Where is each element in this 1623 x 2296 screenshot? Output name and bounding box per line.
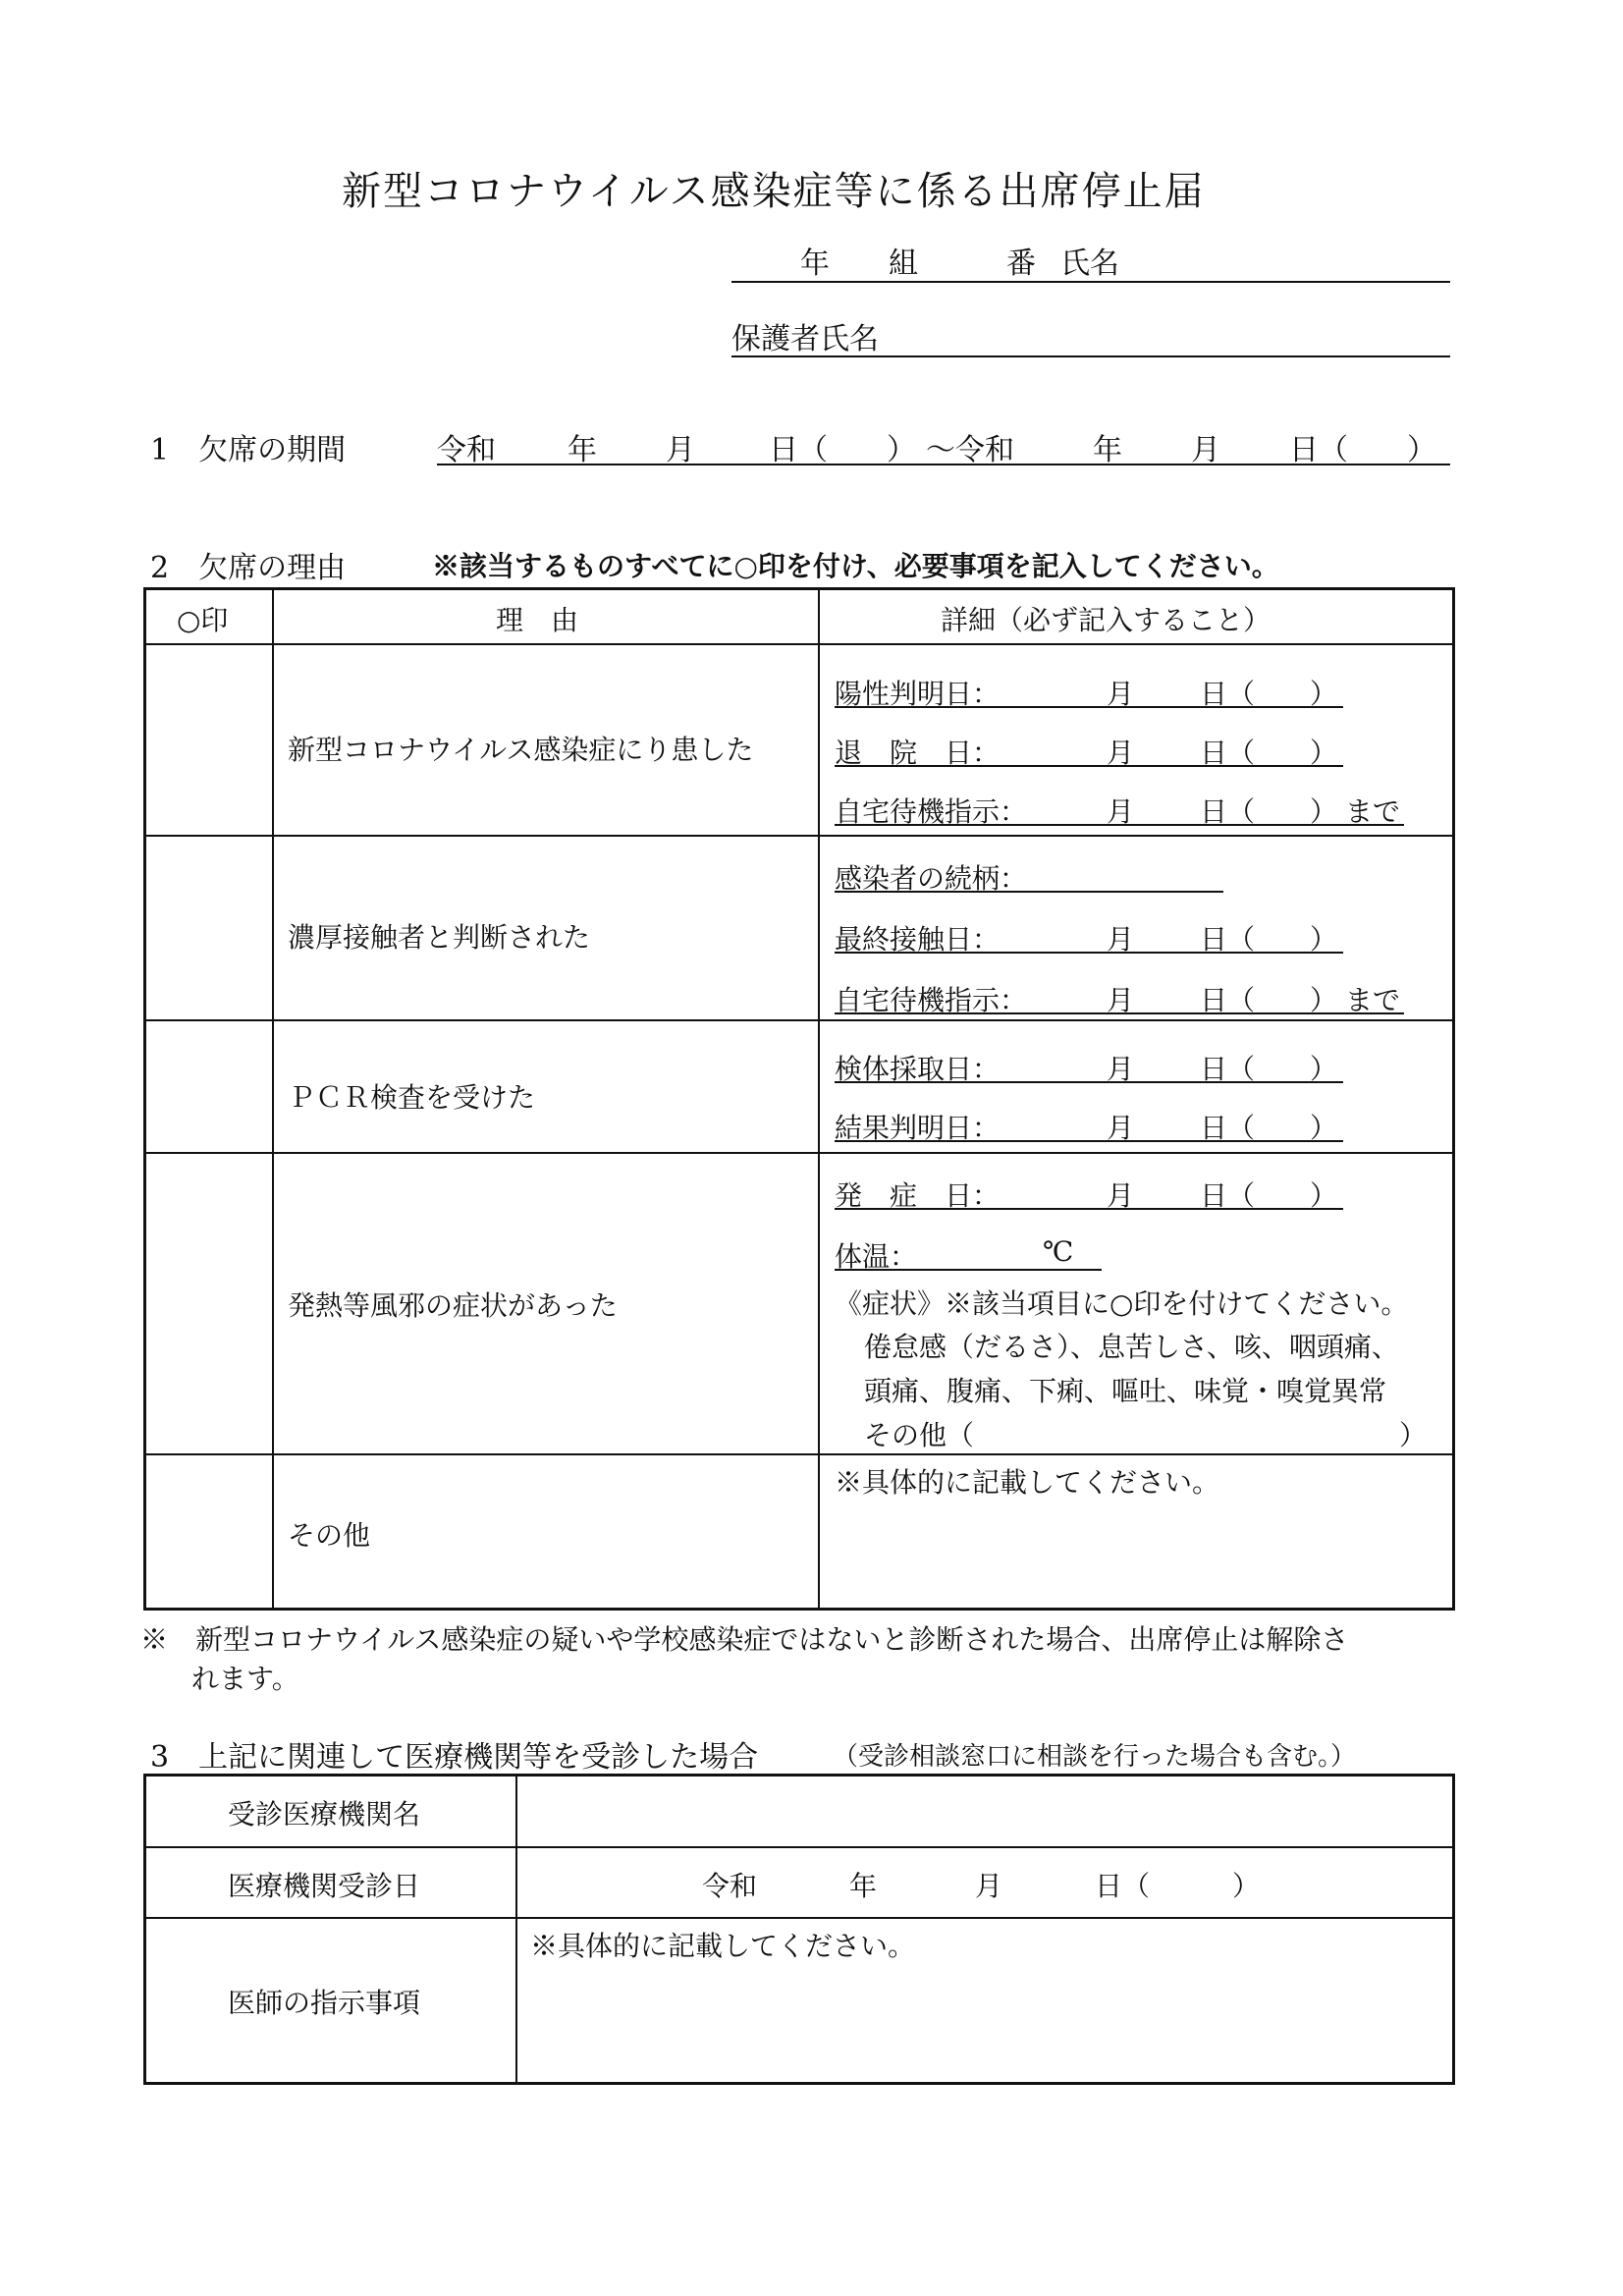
era-to-label: ～令和: [926, 433, 1014, 467]
table-divider: [515, 1776, 517, 2083]
table-divider: [145, 835, 1453, 837]
home-wait-label: 自宅待機指示：: [835, 795, 1028, 828]
table-divider: [145, 643, 1453, 645]
last-contact-label: 最終接触日：: [835, 923, 1001, 956]
until-label: まで: [1345, 984, 1401, 1016]
last-contact-field[interactable]: [835, 918, 1343, 954]
month-label: 月: [666, 433, 695, 467]
month-label: 月: [1107, 1179, 1135, 1212]
sample-date-field[interactable]: [835, 1048, 1343, 1083]
month-label: 月: [1107, 1053, 1135, 1085]
home-wait-label: 自宅待機指示：: [835, 984, 1028, 1016]
table-divider: [272, 589, 274, 1609]
sample-date-label: 検体採取日：: [835, 1053, 1001, 1085]
month-label: 月: [975, 1870, 1003, 1902]
header-reason: 理 由: [496, 604, 579, 636]
discharge-date-label: 退 院 日：: [835, 737, 1001, 769]
day-label: 日（ ）: [769, 433, 916, 467]
symptoms-list-1[interactable]: 倦怠感（だるさ）、息苦しさ、咳、咽頭痛、: [864, 1331, 1399, 1363]
result-date-label: 結果判明日：: [835, 1112, 1001, 1144]
class-label: 組: [889, 246, 918, 281]
reason-fever: 発熱等風邪の症状があった: [288, 1289, 618, 1322]
symptoms-other-close: ）: [1399, 1419, 1428, 1451]
month-label: 月: [1107, 984, 1135, 1016]
institution-field[interactable]: [518, 1777, 1451, 1844]
year-label: 年: [849, 1870, 878, 1902]
section2-label: 2 欠席の理由: [150, 551, 347, 585]
era-label: 令和: [437, 433, 496, 467]
temperature-label: 体温：: [835, 1240, 918, 1273]
result-date-field[interactable]: [835, 1107, 1343, 1142]
other-note: ※具体的に記載してください。: [835, 1466, 1220, 1499]
instructions-label: 医師の指示事項: [228, 1987, 421, 2019]
day-label: 日（ ）: [1095, 1870, 1261, 1902]
symptoms-list-2[interactable]: 頭痛、腹痛、下痢、嘔吐、味覚・嗅覚異常: [864, 1375, 1387, 1407]
year-label: 年: [568, 433, 597, 467]
table-divider: [145, 1019, 1453, 1021]
section1-label: 1 欠席の期間: [150, 433, 347, 467]
reason-close-contact: 濃厚接触者と判断された: [288, 921, 591, 954]
footnote-line1: ※ 新型コロナウイルス感染症の疑いや学校感染症ではないと診断された場合、出席停止は解除さ: [140, 1623, 1349, 1656]
onset-date-field[interactable]: [835, 1175, 1343, 1210]
table-divider: [145, 1846, 1453, 1848]
month-label: 月: [1107, 1112, 1135, 1144]
era-label: 令和: [702, 1870, 758, 1902]
day-label: 日（ ）: [1200, 678, 1338, 710]
relationship-field[interactable]: [835, 857, 1223, 893]
other-detail-field[interactable]: [821, 1498, 1449, 1606]
mark-cell-close-contact[interactable]: [147, 838, 270, 1017]
home-wait-field-1[interactable]: [835, 791, 1404, 826]
month-label: 月: [1107, 795, 1135, 828]
day-label: 日（ ）: [1200, 1179, 1338, 1212]
mark-cell-pcr[interactable]: [147, 1022, 270, 1150]
student-name-label: 氏名: [1060, 246, 1119, 281]
institution-label: 受診医療機関名: [228, 1798, 421, 1831]
month-label: 月: [1107, 737, 1135, 769]
until-label: まで: [1345, 795, 1401, 828]
mark-cell-infected[interactable]: [147, 646, 270, 833]
temperature-field[interactable]: [835, 1235, 1102, 1271]
day-label: 日（ ）: [1200, 795, 1338, 828]
instructions-field[interactable]: [518, 1964, 1451, 2080]
table-divider: [145, 1917, 1453, 1919]
discharge-date-field[interactable]: [835, 732, 1343, 767]
positive-date-label: 陽性判明日：: [835, 678, 1001, 710]
document-title: 新型コロナウイルス感染症等に係る出席停止届: [342, 169, 1206, 214]
day-label: 日（ ）: [1200, 1053, 1338, 1085]
header-mark: ○印: [177, 604, 229, 636]
day-label: 日（ ）: [1200, 737, 1338, 769]
month-label: 月: [1107, 923, 1135, 956]
mark-cell-fever[interactable]: [147, 1155, 270, 1451]
footnote-line2: れます。: [191, 1663, 299, 1695]
symptoms-note: 《症状》※該当項目に○印を付けてください。: [835, 1287, 1409, 1320]
guardian-name-label: 保護者氏名: [731, 322, 879, 356]
table-divider: [145, 1152, 1453, 1154]
table-divider: [145, 1453, 1453, 1455]
home-wait-field-2[interactable]: [835, 979, 1404, 1014]
section2-note: ※該当するものすべてに○印を付け、必要事項を記入してください。: [432, 550, 1279, 582]
day-label: 日（ ）: [1200, 923, 1338, 956]
day-label: 日（ ）: [1200, 1112, 1338, 1144]
day-label: 日（ ）: [1289, 433, 1436, 467]
month-label: 月: [1107, 678, 1135, 710]
relationship-label: 感染者の続柄：: [835, 862, 1028, 895]
reason-other: その他: [288, 1519, 371, 1552]
day-label: 日（ ）: [1200, 984, 1338, 1016]
number-label: 番: [1006, 246, 1036, 281]
month-label: 月: [1191, 433, 1220, 467]
year-label: 年: [1093, 433, 1122, 467]
positive-date-field[interactable]: [835, 673, 1343, 708]
section3-label: 3 上記に関連して医療機関等を受診した場合: [150, 1740, 759, 1775]
section3-label-small: （受診相談窓口に相談を行った場合も含む。）: [833, 1742, 1357, 1772]
celsius-unit: ℃: [1043, 1235, 1074, 1268]
instructions-note: ※具体的に記載してください。: [530, 1930, 916, 1962]
mark-cell-other[interactable]: [147, 1456, 270, 1608]
visit-date-label: 医療機関受診日: [228, 1870, 421, 1902]
onset-date-label: 発 症 日：: [835, 1179, 1001, 1212]
reason-pcr: ＰＣＲ検査を受けた: [288, 1081, 536, 1114]
year-label: 年: [800, 246, 830, 281]
header-detail: 詳細（必ず記入すること）: [941, 604, 1271, 636]
table-divider: [818, 589, 820, 1609]
reason-infected: 新型コロナウイルス感染症にり患した: [288, 734, 754, 766]
symptoms-other[interactable]: その他（: [864, 1419, 975, 1451]
